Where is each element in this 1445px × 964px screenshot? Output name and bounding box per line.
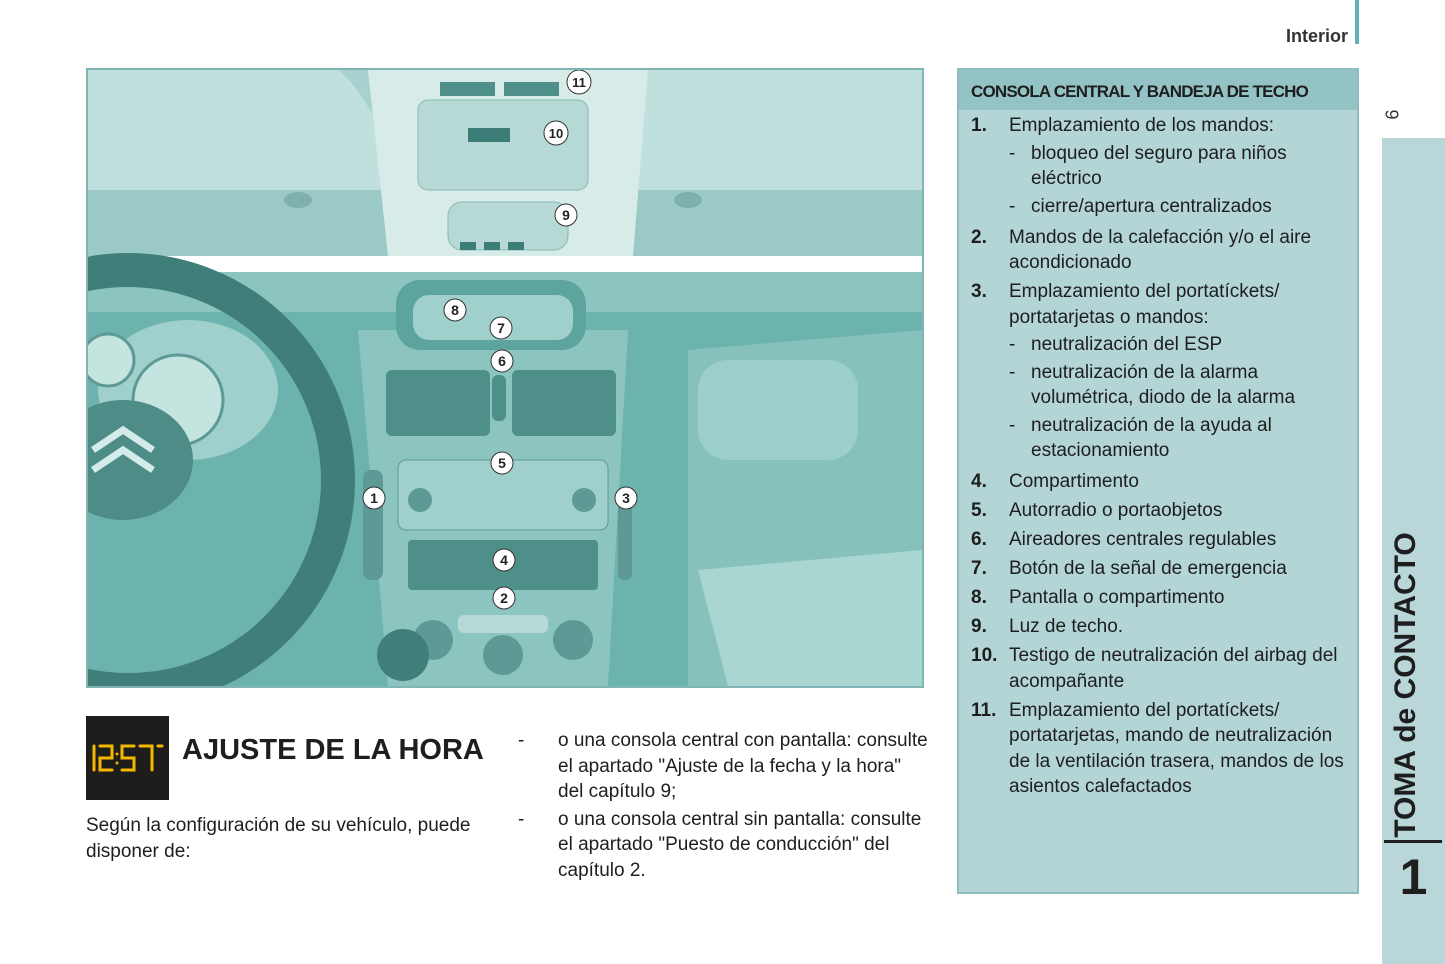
legend-item bbox=[971, 469, 1349, 495]
callout-11 bbox=[567, 70, 591, 94]
callout-6 bbox=[491, 350, 513, 372]
legend-item-number: 4. bbox=[971, 471, 987, 492]
svg-text:4: 4 bbox=[500, 552, 508, 568]
legend-item bbox=[971, 279, 1349, 466]
legend-item-number: 9. bbox=[971, 616, 987, 637]
clock-icon bbox=[86, 716, 169, 800]
legend-item-text: Luz de techo. bbox=[1009, 616, 1124, 637]
svg-text:5: 5 bbox=[498, 455, 506, 471]
legend-item bbox=[971, 556, 1349, 582]
legend-item-text: Autorradio o portaobjetos bbox=[1009, 500, 1223, 521]
legend-item-text: Emplazamiento del portatíckets/ portatarjetas o mandos: bbox=[1009, 281, 1280, 328]
legend-subitem: - neutralización de la ayuda al estacionamiento bbox=[1009, 414, 1272, 461]
chapter-rule bbox=[1384, 840, 1442, 843]
section-header: Interior bbox=[1285, 26, 1348, 46]
legend-item-number: 2. bbox=[971, 226, 987, 248]
legend-item-number: 8. bbox=[971, 587, 987, 608]
callout-5 bbox=[491, 452, 513, 474]
svg-text:6: 6 bbox=[498, 353, 506, 369]
clock-digits-drawing bbox=[86, 716, 169, 800]
legend-subitem: - cierre/apertura centralizados bbox=[1009, 195, 1272, 217]
dashboard-illustration bbox=[86, 68, 924, 688]
legend-item-text: Compartimento bbox=[1009, 471, 1139, 492]
legend-item-number: 11. bbox=[971, 699, 997, 721]
legend-item bbox=[971, 614, 1349, 640]
callout-10 bbox=[544, 121, 568, 145]
dashboard-drawing bbox=[88, 70, 922, 686]
legend-item-number: 10. bbox=[971, 645, 998, 666]
svg-text:9: 9 bbox=[562, 207, 570, 223]
options-list bbox=[518, 728, 928, 885]
legend-item bbox=[971, 527, 1349, 553]
option-item: - o una consola central sin pantalla: consulte el apartado "Puesto de conducción" del capítulo 2. bbox=[518, 808, 922, 881]
legend-item-text: Mandos de la calefacción y/o el aire acondicionado bbox=[1009, 226, 1312, 273]
option-item: - o una consola central con pantalla: consulte el apartado "Ajuste de la fecha y la hora" del capítulo 9; bbox=[518, 730, 928, 802]
svg-text:7: 7 bbox=[497, 320, 505, 336]
legend-item-text: Pantalla o compartimento bbox=[1009, 587, 1225, 608]
legend-subitem: - neutralización del ESP bbox=[1009, 334, 1223, 355]
legend-item-number: 6. bbox=[971, 529, 987, 550]
legend-item-number: 7. bbox=[971, 558, 987, 579]
chapter-title: TOMA de CONTACTO bbox=[1389, 532, 1422, 838]
svg-text:3: 3 bbox=[622, 490, 630, 506]
callout-8 bbox=[444, 299, 466, 321]
legend-item bbox=[971, 113, 1349, 221]
svg-text:8: 8 bbox=[451, 302, 459, 318]
callout-2 bbox=[493, 587, 515, 609]
legend-item-number: 3. bbox=[971, 281, 987, 302]
legend-item-text: Emplazamiento de los mandos: bbox=[1009, 115, 1275, 136]
legend-subitem: - bloqueo del seguro para niños eléctrico bbox=[1009, 142, 1287, 189]
chapter-number: 1 bbox=[1399, 849, 1428, 905]
legend-item-text: Aireadores centrales regulables bbox=[1009, 529, 1277, 550]
callout-7 bbox=[490, 317, 512, 339]
legend-item bbox=[971, 643, 1349, 694]
callout-3 bbox=[615, 487, 637, 509]
legend-item bbox=[971, 585, 1349, 611]
legend-item-number: 5. bbox=[971, 500, 987, 521]
intro-paragraph: Según la configuración de su vehículo, puede disponer de: bbox=[86, 815, 471, 862]
page-number: 9 bbox=[1381, 109, 1402, 120]
svg-text:2: 2 bbox=[500, 590, 508, 606]
legend-item-text: Emplazamiento del portatíckets/ portatarjetas, mando de neutralización de la ventilación trasera, mandos de los asientos calefactados bbox=[1009, 699, 1344, 797]
legend-box bbox=[957, 68, 1359, 894]
svg-text:1: 1 bbox=[370, 490, 378, 506]
legend-item bbox=[971, 225, 1349, 276]
legend-item-text: Botón de la señal de emergencia bbox=[1009, 558, 1287, 579]
legend-subitem: - neutralización de la alarma volumétrica, diodo de la alarma bbox=[1009, 361, 1296, 408]
callout-1 bbox=[363, 487, 385, 509]
legend-item-number: 1. bbox=[971, 115, 987, 136]
svg-text:10: 10 bbox=[548, 126, 564, 141]
header-rule bbox=[1355, 0, 1359, 44]
svg-text:11: 11 bbox=[572, 75, 586, 90]
callout-9 bbox=[555, 204, 577, 226]
legend-title: CONSOLA CENTRAL Y BANDEJA DE TECHO bbox=[959, 70, 1357, 110]
legend-list bbox=[959, 110, 1357, 800]
legend-item bbox=[971, 698, 1349, 800]
legend-item bbox=[971, 498, 1349, 524]
callout-4 bbox=[493, 549, 515, 571]
legend-item-text: Testigo de neutralización del airbag del acompañante bbox=[1009, 645, 1338, 692]
section-title: AJUSTE DE LA HORA bbox=[182, 734, 484, 766]
